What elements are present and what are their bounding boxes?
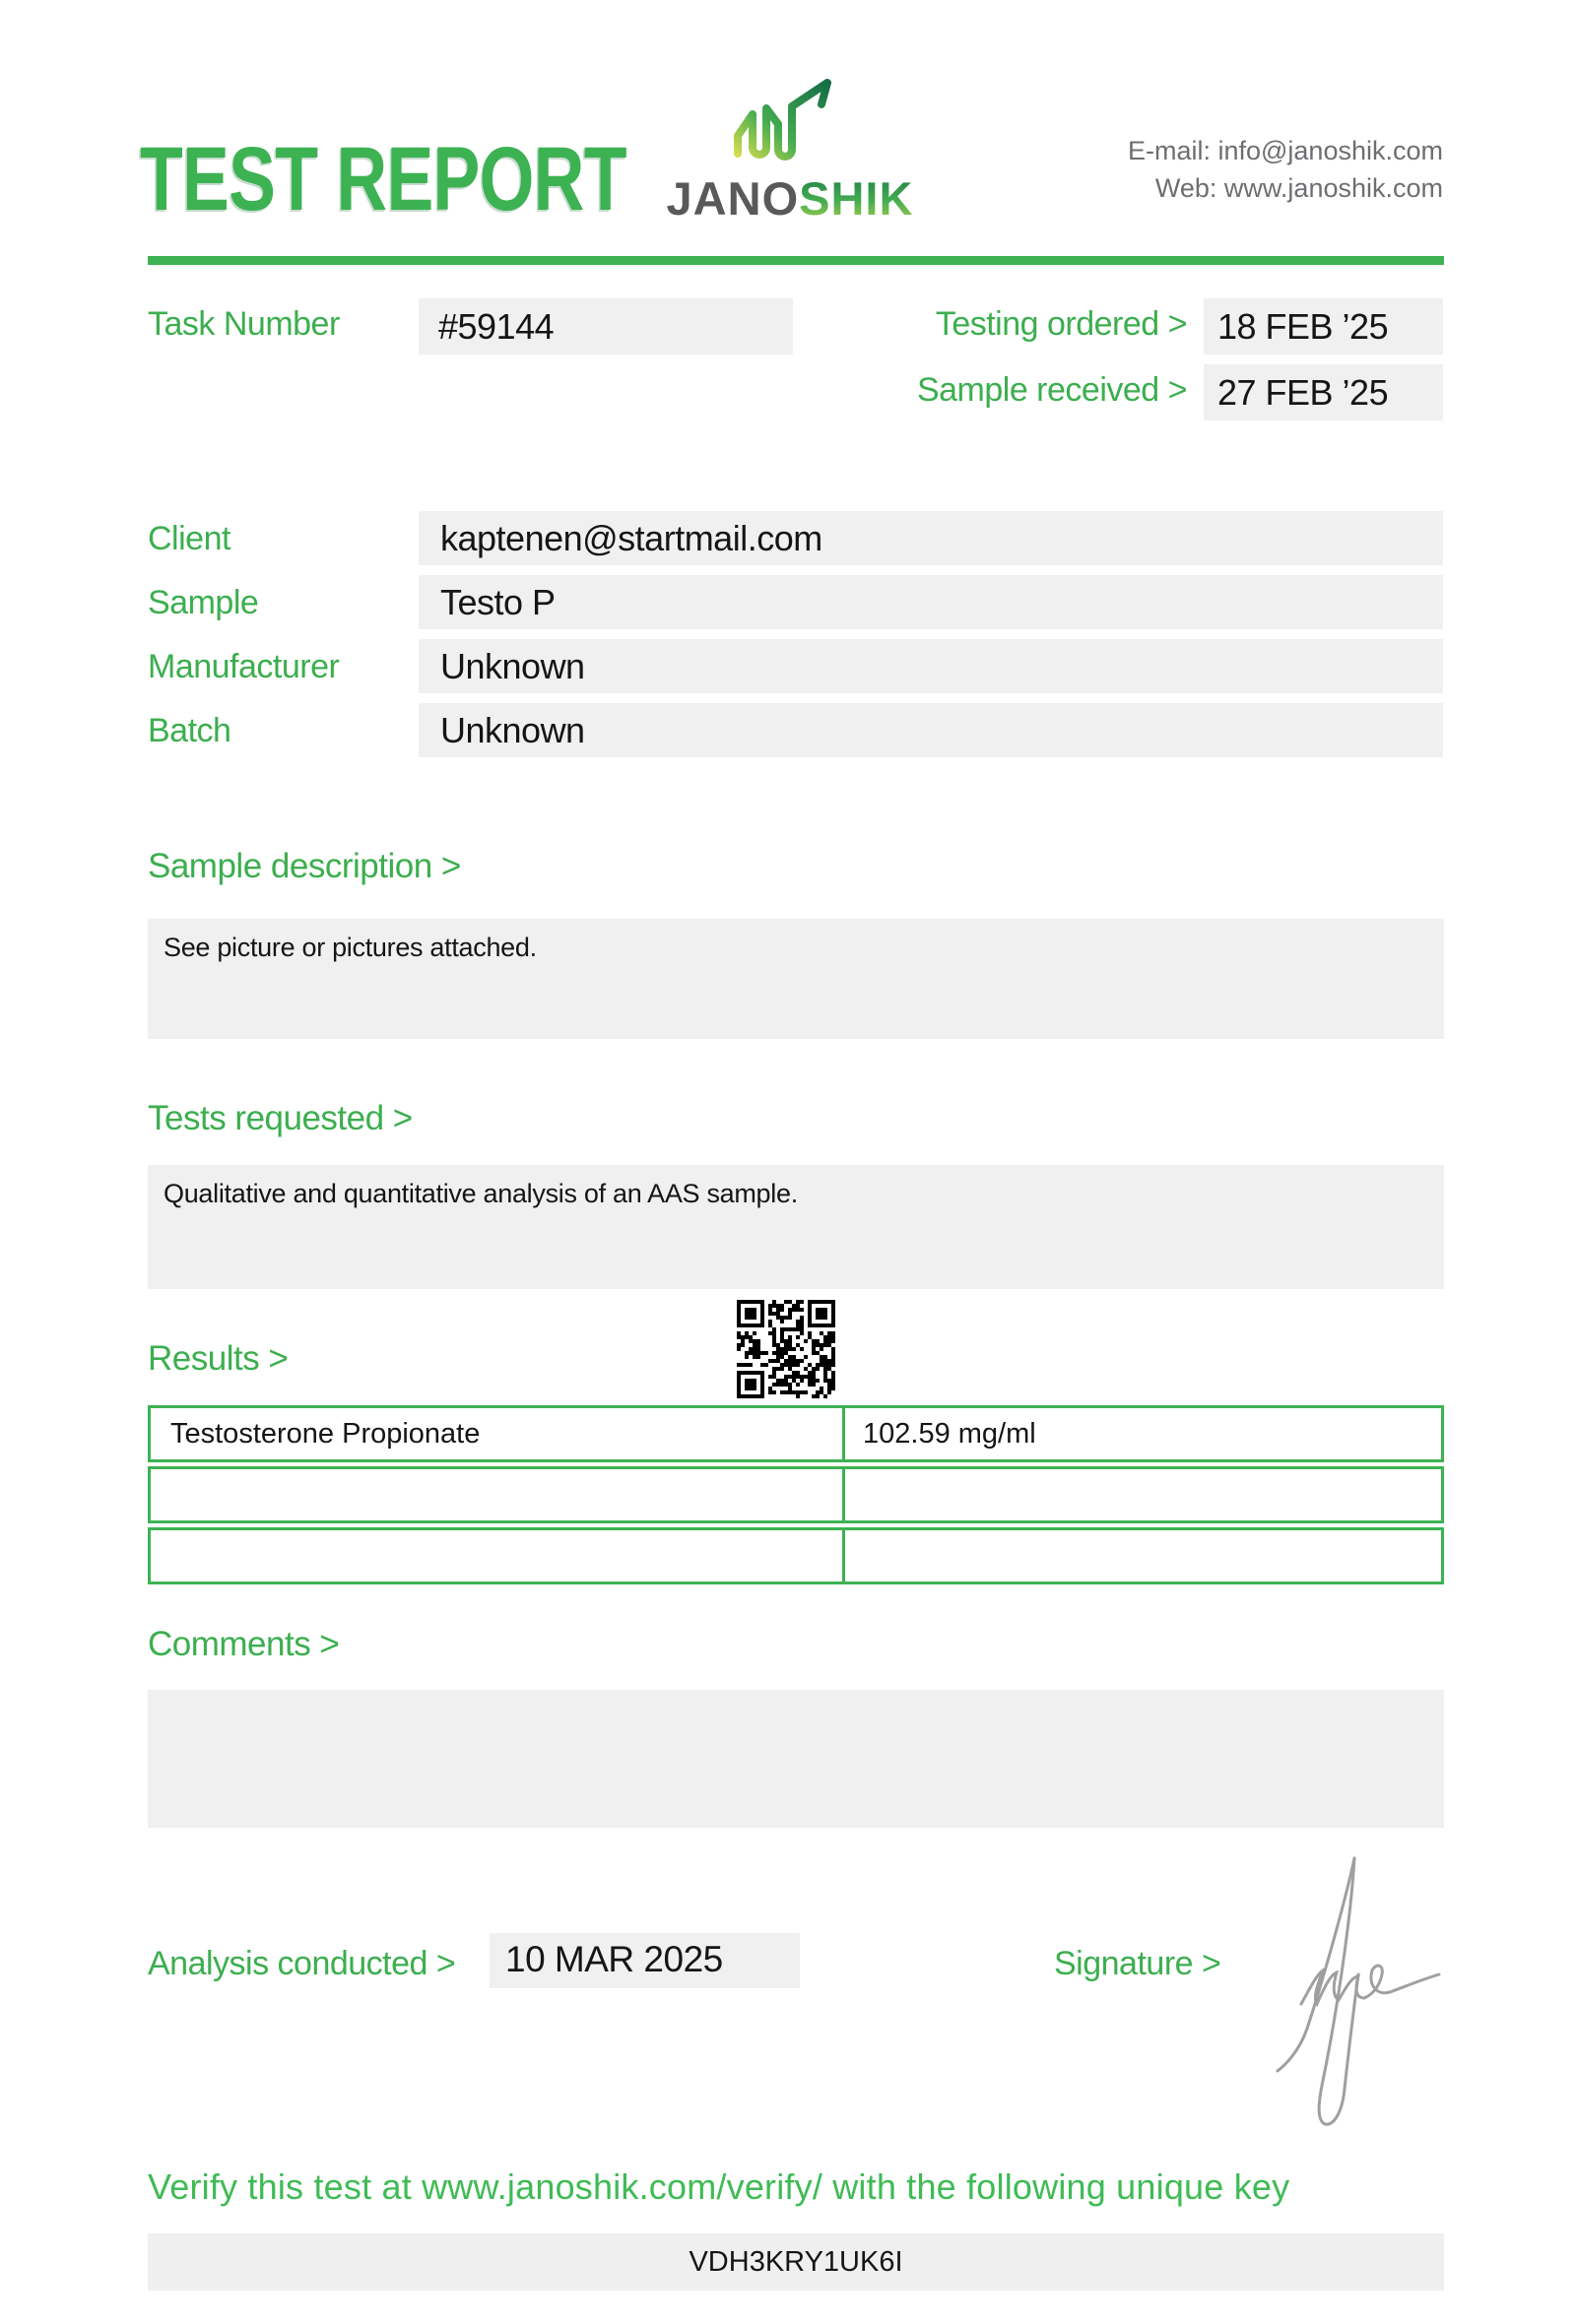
handwritten-signature (1256, 1817, 1453, 2132)
brand-wordmark (652, 171, 928, 226)
comments-heading: Comments > (148, 1625, 340, 1663)
sample-description-text: See picture or pictures attached. (164, 933, 537, 962)
substance-cell (151, 1530, 842, 1582)
sample-received-label: Sample received > (916, 371, 1187, 409)
brand-secondary: SHIK (799, 172, 914, 225)
batch-field (419, 703, 1443, 757)
comments-text (148, 1690, 1444, 1704)
manufacturer-field (419, 639, 1443, 693)
qr-code (737, 1300, 835, 1398)
verify-key-value: VDH3KRY1UK6I (689, 2246, 903, 2278)
manufacturer-value: Unknown (440, 646, 585, 686)
tests-requested-box (148, 1165, 1444, 1289)
comments-box (148, 1690, 1444, 1828)
testing-ordered-value: 18 FEB ’25 (1217, 306, 1389, 347)
sample-value: Testo P (440, 582, 556, 622)
client-value: kaptenen@startmail.com (440, 518, 822, 558)
results-heading: Results > (148, 1339, 289, 1378)
tests-requested-heading: Tests requested > (148, 1099, 413, 1137)
task-number-field (419, 298, 793, 355)
verify-key-box (148, 2233, 1444, 2291)
batch-label: Batch (148, 712, 231, 749)
amount-cell (842, 1530, 1441, 1582)
client-label: Client (148, 520, 230, 557)
analysis-conducted-label: Analysis conducted > (148, 1945, 456, 1982)
verify-instruction: Verify this test at www.janoshik.com/verify/ with the following unique key (148, 2166, 1290, 2207)
tests-requested-text: Qualitative and quantitative analysis of an AAS sample. (164, 1179, 798, 1208)
sample-description-box (148, 919, 1444, 1039)
sample-label: Sample (148, 584, 259, 621)
amount-cell (842, 1469, 1441, 1520)
analysis-date-field (490, 1933, 800, 1988)
header-divider (148, 256, 1444, 265)
results-table (148, 1405, 1444, 1588)
brand-primary: JANO (666, 172, 800, 225)
client-field (419, 511, 1443, 565)
sample-description-heading: Sample description > (148, 847, 461, 885)
sample-field (419, 575, 1443, 629)
janoshik-growth-chart-icon (731, 75, 847, 165)
substance-cell (151, 1469, 842, 1520)
sample-received-value: 27 FEB ’25 (1217, 372, 1389, 413)
task-number-label: Task Number (148, 305, 340, 343)
amount-cell: 102.59 mg/ml (842, 1408, 1441, 1459)
table-row (148, 1527, 1444, 1584)
sample-received-field (1204, 364, 1443, 420)
table-row (148, 1405, 1444, 1462)
testing-ordered-field (1204, 298, 1443, 355)
analysis-date-value: 10 MAR 2025 (505, 1939, 723, 1979)
contact-web: Web: www.janoshik.com (1154, 173, 1443, 203)
signature-label: Signature > (1054, 1945, 1221, 1982)
testing-ordered-label: Testing ordered > (935, 305, 1187, 343)
page-title: TEST REPORT (140, 129, 626, 229)
contact-block (946, 132, 1443, 207)
contact-email: E-mail: info@janoshik.com (1127, 136, 1443, 165)
substance-cell: Testosterone Propionate (170, 1417, 481, 1450)
manufacturer-label: Manufacturer (148, 648, 340, 685)
task-number-value: #59144 (438, 306, 555, 347)
batch-value: Unknown (440, 710, 585, 750)
table-row (148, 1466, 1444, 1523)
